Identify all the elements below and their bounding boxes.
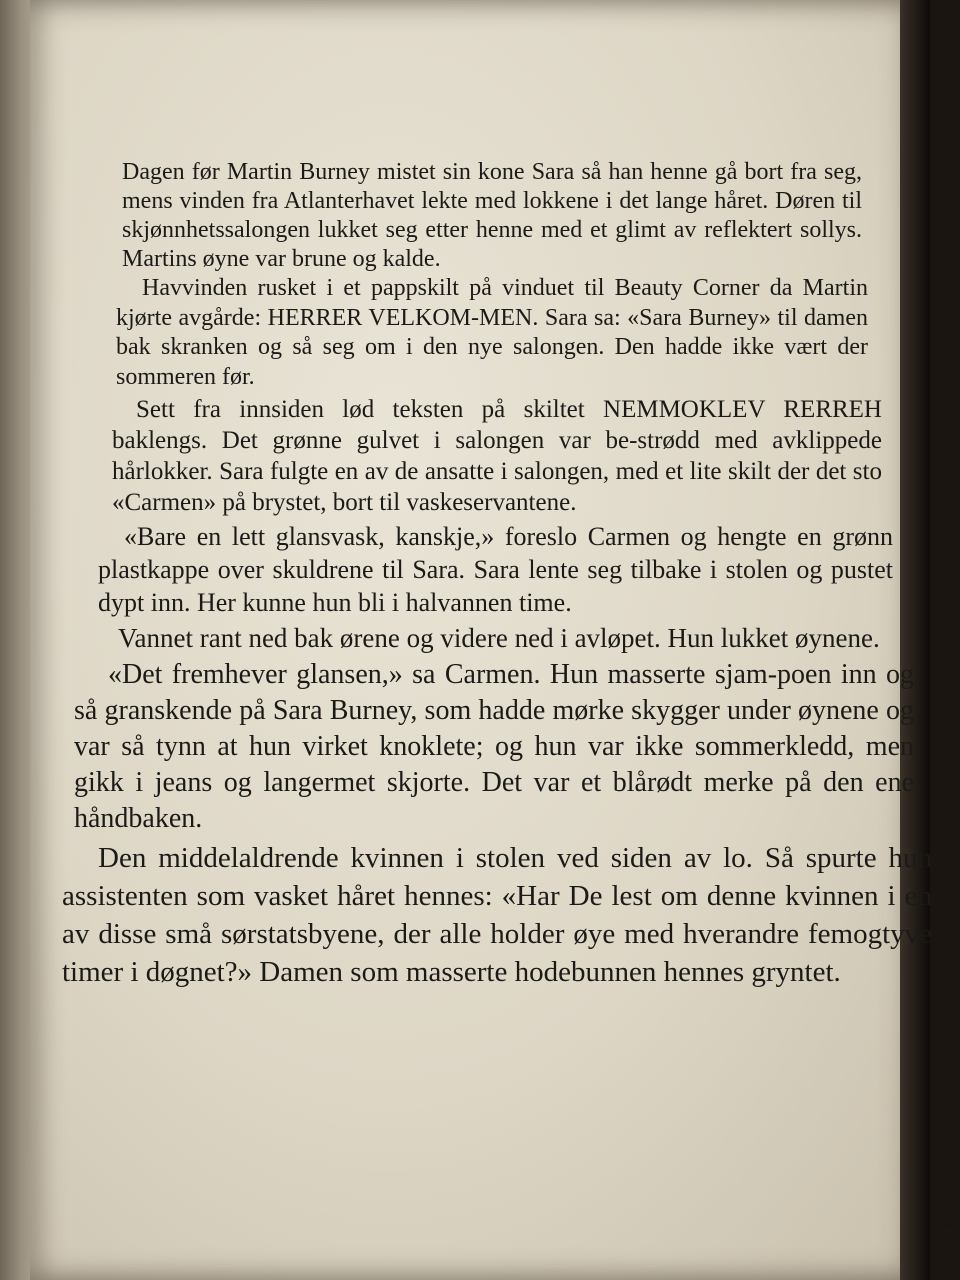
body-text bbox=[62, 158, 932, 991]
paragraph-6: «Det fremhever glansen,» sa Carmen. Hun masserte sjam-poen inn og så granskende på Sara Burney, som hadde mørke skygger under øynene og var så tynn at hun virket knoklete; og hun var ikke sommerkledd, men gikk i jeans og langermet skjorte. Det var et blårødt merke på den ene håndbaken. bbox=[74, 659, 914, 834]
page-number: 5 bbox=[938, 1222, 953, 1255]
paragraph-5: Vannet rant ned bak ørene og videre ned i avløpet. Hun lukket øynene. bbox=[118, 623, 880, 653]
paragraph-7: Den middelaldrende kvinnen i stolen ved siden av lo. Så spurte hun assistenten som vasket håret hennes: «Har De lest om denne kvinnen i en av disse små sørstatsbyene, der alle holder øye med hverandre femogtyve timer i døgnet?» Damen som masserte hodebunnen hennes gryntet. bbox=[62, 842, 932, 988]
paragraph-3: Sett fra innsiden lød teksten på skiltet NEMMOKLEV RERREH baklengs. Det grønne gulvet i salongen var be-strødd med avklippede hårlokker. Sara fulgte en av de ansatte i salongen, med et lite skilt der det sto «Carmen» på brystet, bort til vaskeservantene. bbox=[112, 396, 882, 516]
paragraph-2: Havvinden rusket i et pappskilt på vinduet til Beauty Corner da Martin kjørte avgårde: HERRER VELKOM-MEN. Sara sa: «Sara Burney» til damen bak skranken og så seg om i den nye salongen. Den hadde ikke vært der sommeren før. bbox=[116, 275, 868, 390]
paragraph-1: Dagen før Martin Burney mistet sin kone Sara så han henne gå bort fra seg, mens vinden fra Atlanterhavet lekte med lokkene i det lange håret. Døren til skjønnhetssalongen lukket seg etter henne med et glimt av reflektert sollys. Martins øyne var brune og kalde. bbox=[122, 159, 862, 272]
paragraph-4: «Bare en lett glansvask, kanskje,» foreslo Carmen og hengte en grønn plastkappe over skuldrene til Sara. Sara lente seg tilbake i stolen og pustet dypt inn. Her kunne hun bli i halvannen time. bbox=[98, 522, 893, 617]
